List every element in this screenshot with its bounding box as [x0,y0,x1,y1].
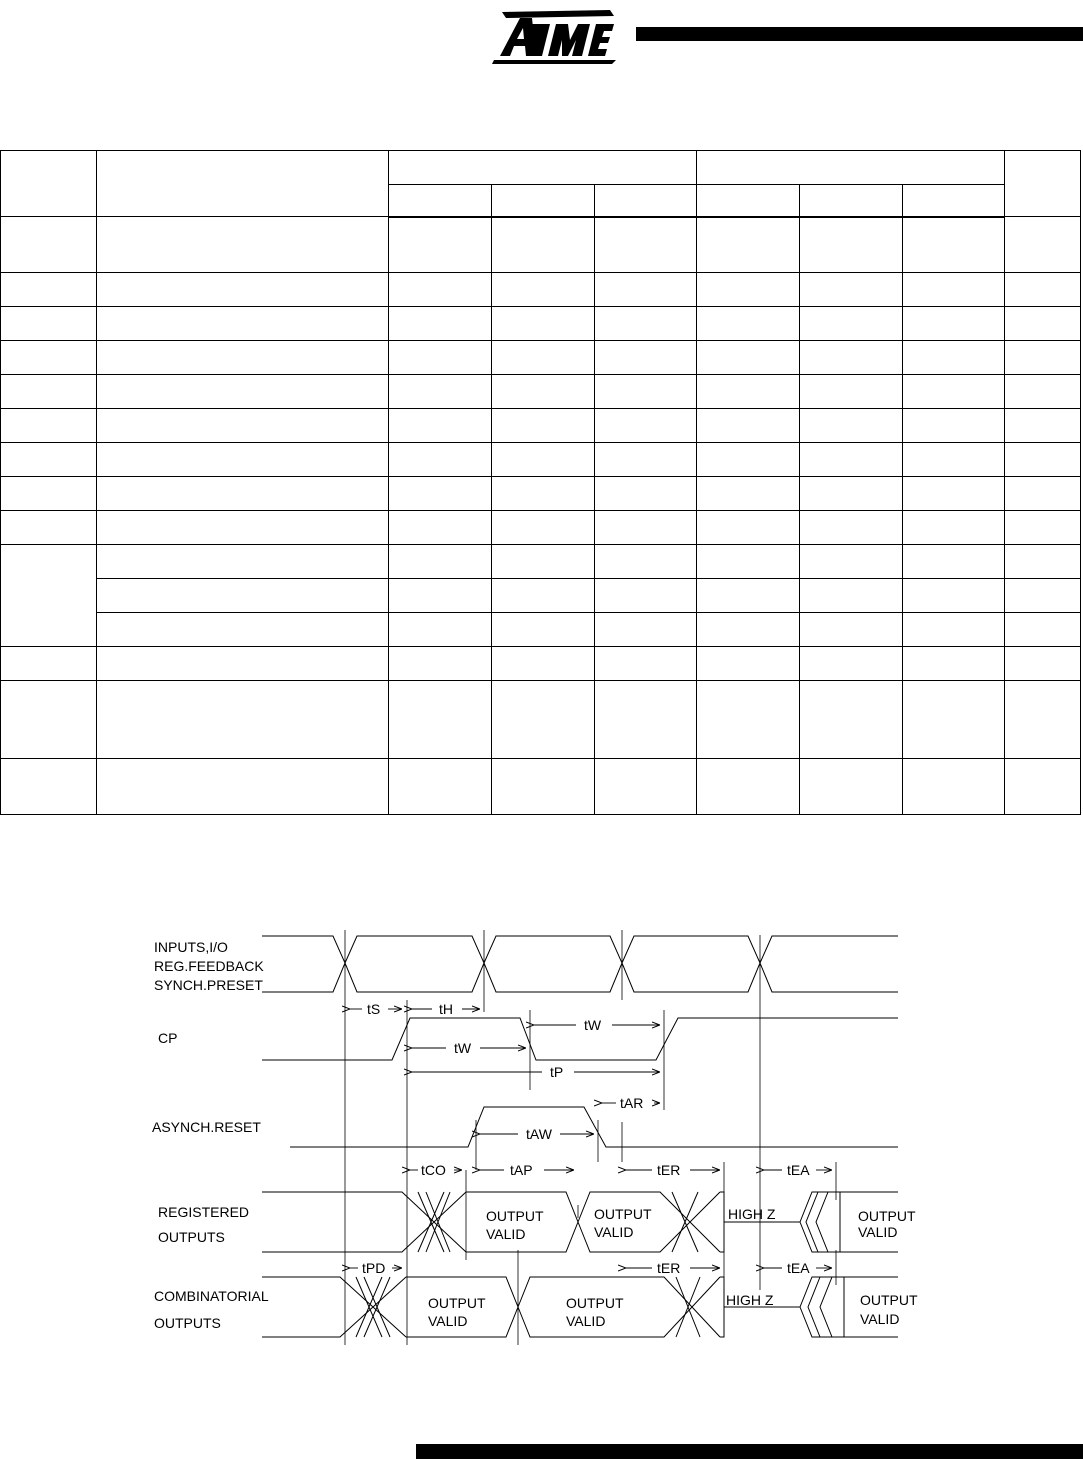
table-row [1,307,1081,341]
state-output-comb-3: OUTPUT [860,1292,918,1308]
table-cell [492,341,595,375]
inputs-waveform [262,936,898,992]
table-cell [1,307,97,341]
table-cell [389,477,492,511]
timing-th: tH [439,1001,453,1017]
table-cell [492,647,595,681]
table-cell [595,341,697,375]
table-cell [1005,341,1081,375]
table-cell [903,579,1005,613]
table-cell [903,307,1005,341]
table-cell [492,681,595,759]
table-cell [389,341,492,375]
state-highz-comb: HIGH Z [726,1292,774,1308]
state-valid-reg-2: VALID [594,1224,634,1240]
table-cell [97,477,389,511]
table-cell [97,273,389,307]
table-cell [903,647,1005,681]
footer-rule [416,1444,1083,1459]
table-cell [800,759,903,815]
table-cell [389,759,492,815]
table-cell [800,409,903,443]
table-cell [595,443,697,477]
table-cell [903,681,1005,759]
table-cell [800,579,903,613]
label-combinatorial-1: COMBINATORIAL [154,1288,269,1304]
table-cell [595,217,697,273]
header-cell [595,185,697,217]
table-cell [1,647,97,681]
cp-waveform [262,1018,898,1060]
label-cp: CP [158,1030,178,1046]
table-cell [595,375,697,409]
label-async-reset: ASYNCH.RESET [152,1119,261,1135]
table-cell [1005,647,1081,681]
table-cell [595,613,697,647]
header-cell [389,185,492,217]
timing-tea-2: tEA [787,1260,810,1276]
table-cell [492,307,595,341]
table-cell [800,681,903,759]
label-inputs-2: REG.FEEDBACK [154,958,264,974]
timing-tar: tAR [620,1095,644,1111]
table-cell [800,307,903,341]
table-row [1,477,1081,511]
table-cell [1005,443,1081,477]
table-row [1,545,1081,579]
header-cell [697,185,800,217]
table-cell [1005,579,1081,613]
table-cell [697,341,800,375]
table-cell [697,477,800,511]
table-cell [903,511,1005,545]
table-cell [595,681,697,759]
table-cell [800,477,903,511]
table-cell [97,375,389,409]
table-cell [1005,477,1081,511]
table-cell [97,307,389,341]
table-cell [97,409,389,443]
table-row [1,443,1081,477]
table-cell [97,579,389,613]
table-cell [389,579,492,613]
table-cell [97,511,389,545]
table-cell [1,375,97,409]
table-cell [595,477,697,511]
label-combinatorial-2: OUTPUTS [154,1315,221,1331]
table-cell [492,409,595,443]
state-output-reg-1: OUTPUT [486,1208,544,1224]
table-cell [903,375,1005,409]
async-reset-waveform [290,1107,898,1147]
table-cell [697,647,800,681]
timing-tco: tCO [421,1162,446,1178]
state-valid-comb-2: VALID [566,1313,606,1329]
table-row [1,511,1081,545]
table-cell [1005,681,1081,759]
table-cell [1005,273,1081,307]
table-cell [389,511,492,545]
table-cell [800,217,903,273]
table-cell [1,681,97,759]
header-cell [492,185,595,217]
header-cell [800,185,903,217]
table-cell [492,545,595,579]
table-row [1,273,1081,307]
table-row [1,375,1081,409]
table-row [1,409,1081,443]
table-header-row [1,151,1081,185]
table-cell [697,545,800,579]
table-cell [1,341,97,375]
header-cell [903,185,1005,217]
timing-tw-2: tW [584,1017,602,1033]
table-cell [903,217,1005,273]
table-cell [697,273,800,307]
table-cell [595,647,697,681]
timing-tap: tAP [510,1162,533,1178]
state-valid-comb-1: VALID [428,1313,468,1329]
table-row [1,681,1081,759]
table-cell [97,759,389,815]
table-cell [492,511,595,545]
timing-tw-1: tW [454,1040,472,1056]
table-cell [1005,307,1081,341]
atmel-logo [492,6,618,64]
table-cell [492,443,595,477]
state-output-reg-3: OUTPUT [858,1208,916,1224]
label-inputs-1: INPUTS,I/O [154,939,228,955]
state-output-reg-2: OUTPUT [594,1206,652,1222]
timing-diagram [0,900,1083,1360]
registered-outputs-waveform [262,1192,898,1252]
table-cell [389,545,492,579]
table-cell [697,681,800,759]
table-cell [800,545,903,579]
header-cell [697,151,1005,185]
table-cell [389,217,492,273]
table-cell [800,341,903,375]
table-cell [903,443,1005,477]
table-cell [697,409,800,443]
table-cell [595,579,697,613]
atmel-logo-icon [492,10,616,64]
header-cell [1,151,97,217]
table-cell [800,613,903,647]
table-cell [492,759,595,815]
table-cell [800,273,903,307]
table-cell [492,579,595,613]
table-cell [492,217,595,273]
table-cell [389,307,492,341]
table-cell [903,613,1005,647]
table-cell [1005,613,1081,647]
table-cell [389,273,492,307]
table-cell [1,409,97,443]
header-cell [389,151,697,185]
table-cell [389,647,492,681]
table-cell [697,375,800,409]
state-valid-comb-3: VALID [860,1311,900,1327]
table-cell [389,409,492,443]
table-cell [1005,217,1081,273]
timing-ts: tS [367,1001,381,1017]
label-registered-2: OUTPUTS [158,1229,225,1245]
table-cell [595,511,697,545]
table-cell [1,217,97,273]
table-cell [800,511,903,545]
table-cell [97,341,389,375]
table-row [1,613,1081,647]
table-cell [697,217,800,273]
timing-tpd: tPD [362,1260,386,1276]
table-cell [595,545,697,579]
table-cell [595,759,697,815]
header-rule [636,27,1083,41]
table-cell [697,511,800,545]
table-cell [389,681,492,759]
table-cell [97,681,389,759]
table-cell [97,613,389,647]
table-cell [595,409,697,443]
table-cell [903,273,1005,307]
label-registered-1: REGISTERED [158,1204,250,1220]
table-row [1,579,1081,613]
table-cell [1005,511,1081,545]
table-cell [903,341,1005,375]
table-cell [1,443,97,477]
table-cell [697,307,800,341]
table-cell [1,545,97,647]
table-row [1,217,1081,273]
table-cell [1005,759,1081,815]
header-cell [97,151,389,217]
table-cell [97,545,389,579]
table-cell [492,477,595,511]
state-highz-reg: HIGH Z [728,1206,776,1222]
table-cell [389,443,492,477]
spec-table [0,150,1081,815]
table-cell [800,647,903,681]
table-cell [1005,409,1081,443]
spec-table-container [0,150,1080,815]
table-cell [1,477,97,511]
timing-tp: tP [550,1064,564,1080]
table-cell [1005,375,1081,409]
table-cell [492,375,595,409]
table-row [1,759,1081,815]
table-cell [903,477,1005,511]
table-cell [1,759,97,815]
table-cell [389,375,492,409]
table-cell [800,375,903,409]
header-cell [1005,151,1081,217]
table-cell [97,647,389,681]
table-row [1,647,1081,681]
table-cell [97,217,389,273]
timing-taw: tAW [526,1126,552,1142]
table-cell [1,511,97,545]
table-cell [903,545,1005,579]
state-output-comb-2: OUTPUT [566,1295,624,1311]
table-row [1,341,1081,375]
timing-tea-1: tEA [787,1162,810,1178]
table-cell [903,409,1005,443]
table-cell [1,273,97,307]
table-cell [492,273,595,307]
table-cell [697,613,800,647]
state-output-comb-1: OUTPUT [428,1295,486,1311]
table-cell [903,759,1005,815]
table-cell [97,443,389,477]
timing-ter-2: tER [657,1260,681,1276]
table-cell [800,443,903,477]
table-cell [1005,545,1081,579]
table-cell [595,273,697,307]
timing-ter-1: tER [657,1162,681,1178]
table-cell [492,613,595,647]
table-cell [697,759,800,815]
table-cell [595,307,697,341]
table-cell [697,579,800,613]
state-valid-reg-3: VALID [858,1224,898,1240]
label-inputs-3: SYNCH.PRESET [154,977,263,993]
state-valid-reg-1: VALID [486,1226,526,1242]
table-cell [697,443,800,477]
table-cell [389,613,492,647]
